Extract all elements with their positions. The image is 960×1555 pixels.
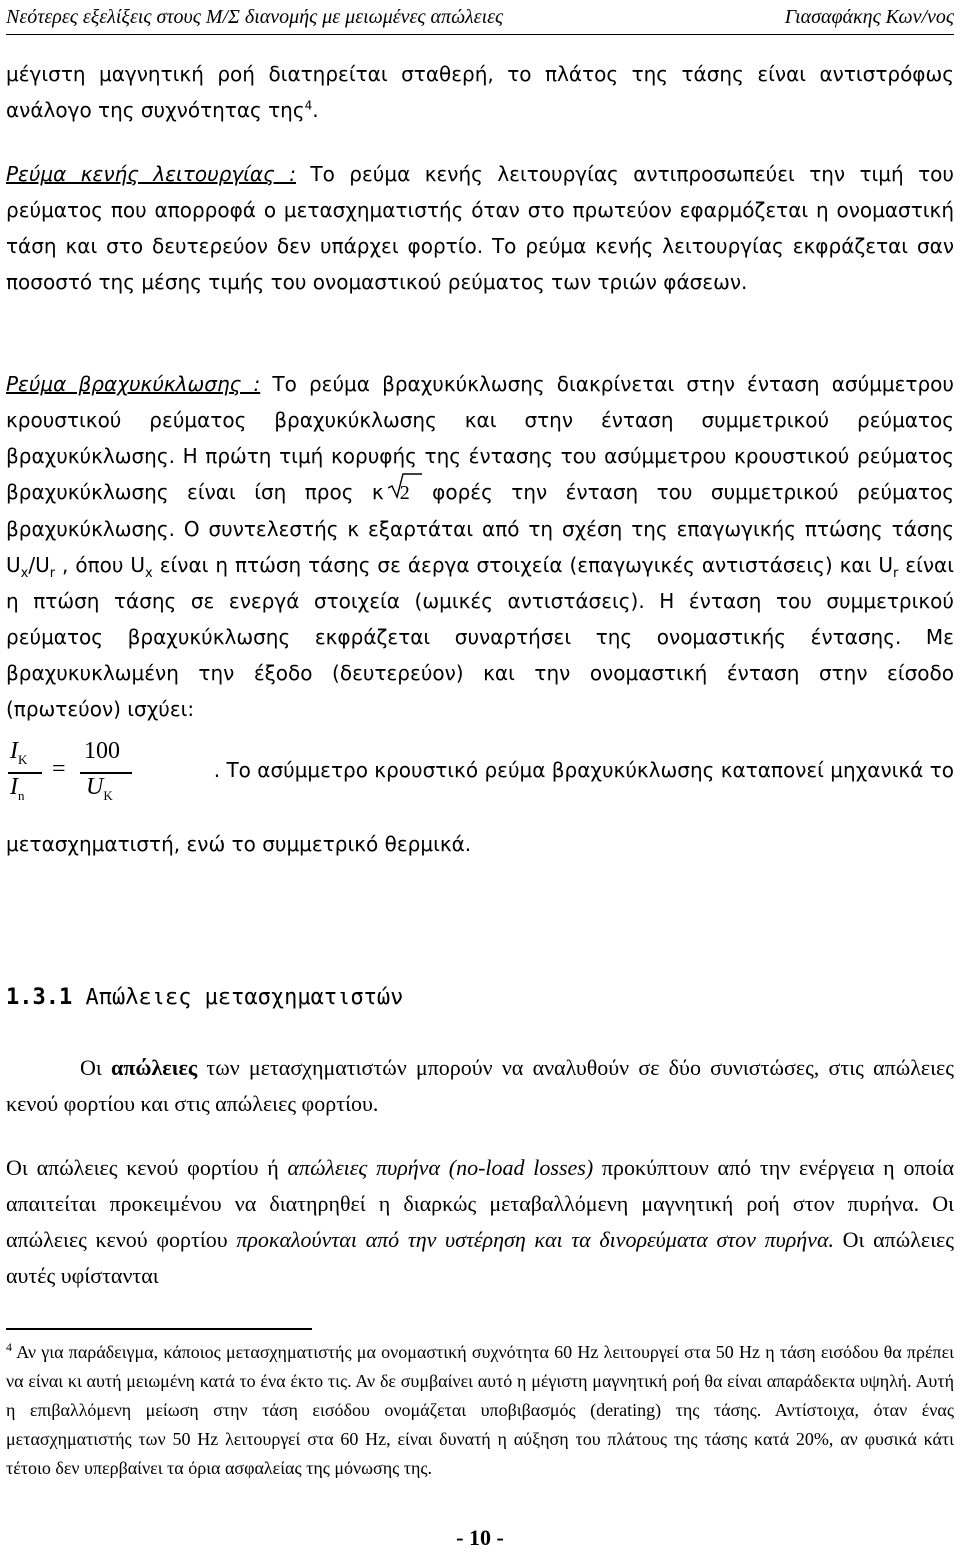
term-short-circuit-current: Ρεύμα βραχυκύκλωσης : <box>6 372 261 396</box>
formula-continuation: μετασχηματιστή, ενώ το συμμετρικό θερμικά. <box>6 832 472 856</box>
subscript-x-2: x <box>145 566 153 581</box>
subscript-r: r <box>49 566 56 581</box>
paragraph-flux <box>6 56 954 128</box>
losses-intro-b: των μετασχηματιστών μπορούν να αναλυθούν σε δύο συνιστώσες, στις απώλειες κενού φορτίου και στις απώλειες φορτίου. <box>6 1055 954 1116</box>
paragraph-flux-text: μέγιστη μαγνητική ροή διατηρείται σταθερή, το πλάτος της τάσης είναι αντιστρόφως ανάλογο της συχνότητας της <box>6 62 954 122</box>
footnote-4 <box>6 1338 954 1483</box>
sqrt-value: 2 <box>399 482 410 504</box>
header-author: Γιασαφάκης Κων/νος <box>784 5 954 28</box>
losses-intro-a: Οι <box>80 1055 112 1080</box>
short-circuit-text-a: Το ρεύμα βραχυκύκλωσης διακρίνεται στην ένταση ασύμμετρου κρουστικού ρεύματος βραχυκύκλωσης και στην ένταση συμμετρικού ρεύματος βραχυκύκλωσης. Η πρώτη τιμή κορυφής της έντασης του ασύμμετρου κρουστικού ρεύματος βραχυκύκλωσης είναι ίση προς κ <box>6 372 954 504</box>
no-load-losses-b: προκύπτουν από την ενέργεια η οποία απαιτείται προκειμένου να διατηρηθεί η διαρκώς μεταβαλλόμενη μαγνητική ροή στον πυρήνα. Οι απώλειες κενού φορτίου <box>6 1155 954 1252</box>
formula-rhs-numerator: 100 <box>84 738 120 764</box>
formula-equals: = <box>52 756 66 782</box>
lhs-den-sub: n <box>18 787 25 803</box>
sqrt-symbol <box>388 475 410 511</box>
paragraph-no-load-current-text: Το ρεύμα κενής λειτουργίας αντιπροσωπεύει την τιμή του ρεύματος που απορροφά ο μετασχηματιστής όταν στο πρωτεύον εφαρμόζεται η ονομαστική τάση και στο δευτερεύον δεν υπάρχει φορτίο. Το ρεύμα κενής λειτουργίας εκφράζεται σαν ποσοστό της μέσης τιμής του ονομαστικού ρεύματος των τριών φάσεων. <box>6 162 954 294</box>
rhs-den-symbol: U <box>86 774 104 800</box>
paragraph-no-load-current <box>6 156 954 300</box>
lhs-den-symbol: I <box>10 774 18 800</box>
formula-tail-text: . Το ασύμμετρο κρουστικό ρεύμα βραχυκύκλωσης καταπονεί μηχανικά το <box>213 758 954 782</box>
running-header <box>6 0 954 35</box>
no-load-losses-cause: προκαλούνται από την υστέρηση και τα δινορεύματα στον πυρήνα. <box>236 1227 834 1252</box>
footnote-text: Αν για παράδειγμα, κάποιος μετασχηματιστής μα ονομαστική συχνότητα 60 Hz λειτουργεί στα 50 Hz η τάση εισόδου θα πρέπει να είναι κι αυτή μειωμένη κατά το ένα έκτο τις. Αν δε συμβαίνει αυτό η μέγιστη μαγνητική ροή θα είναι απαράδεκτα υψηλή. Αυτή η επιβαλλόμενη μείωση στην τάση εισόδου ονομάζεται υποβιβασμός (derating) της τάσης. Αντίστοιχα, όταν ένας μετασχηματιστής των 50 Hz λειτουργεί στα 60 Hz, είναι δυνατή η αύξηση του πλάτους της τάσης κατά 20%, αν φυσικά κάτι τέτοιο δεν υπερβαίνει τα όρια ασφαλείας της μόνωσης της. <box>6 1342 954 1478</box>
formula-lhs-numerator <box>10 738 27 765</box>
paragraph-short-circuit <box>6 366 954 727</box>
subscript-x: x <box>20 566 29 581</box>
section-heading <box>6 985 403 1010</box>
losses-intro-bold: απώλειες <box>111 1055 198 1080</box>
footnote-divider <box>6 1328 312 1330</box>
footnote-marker: 4 <box>6 1340 12 1354</box>
header-title: Νεότερες εξελίξεις στους Μ/Σ διανομής με μειωμένες απώλειες <box>6 5 504 28</box>
formula-row <box>6 738 954 810</box>
short-circuit-text-b: φορές την ένταση του συμμετρικού ρεύματος βραχυκύκλωσης. Ο συντελεστής κ εξαρτάται από τη σχέση της επαγωγικής πτώσης τάσης U <box>6 480 954 577</box>
paragraph-no-load-losses <box>6 1150 954 1294</box>
no-load-losses-c: Οι απώλειες αυτές υφίστανται <box>6 1227 954 1288</box>
lhs-num-symbol: I <box>10 738 18 764</box>
short-circuit-text-e: είναι η πτώση τάσης σε ενεργά στοιχεία (ωμικές αντιστάσεις). Η ένταση του συμμετρικού ρεύματος βραχυκύκλωσης εκφράζεται συναρτήσει της ονομαστικής έντασης. Με βραχυκυκλωμένη την έξοδο (δευτερεύον) και την ονομαστική ένταση στην είσοδο (πρωτεύον) ισχύει: <box>6 553 955 721</box>
ratio-slash: /U <box>28 553 50 577</box>
footnote-ref[interactable]: 4 <box>304 98 313 113</box>
subscript-r-2: r <box>892 566 899 581</box>
short-circuit-text-d: είναι η πτώση τάσης σε άεργα στοιχεία (επαγωγικές αντιστάσεις) και U <box>152 553 893 577</box>
no-load-losses-term: απώλειες πυρήνα (no-load losses) <box>287 1155 594 1180</box>
section-number: 1.3.1 <box>6 985 73 1010</box>
paragraph-losses-intro <box>6 1050 954 1122</box>
formula-lhs-denominator <box>10 774 25 801</box>
no-load-losses-a: Οι απώλειες κενού φορτίου ή <box>6 1155 288 1180</box>
lhs-num-sub: K <box>18 751 28 767</box>
page-number: - 10 - <box>456 1525 504 1550</box>
short-circuit-text-c: , όπου U <box>55 553 146 577</box>
radical-sign-icon <box>388 472 422 500</box>
rhs-den-sub: K <box>103 787 113 803</box>
section-title: Απώλειες μετασχηματιστών <box>72 985 404 1010</box>
term-no-load-current: Ρεύμα κενής λειτουργίας : <box>6 162 297 186</box>
formula-rhs-denominator <box>86 774 113 801</box>
paragraph-flux-end: . <box>312 98 319 122</box>
